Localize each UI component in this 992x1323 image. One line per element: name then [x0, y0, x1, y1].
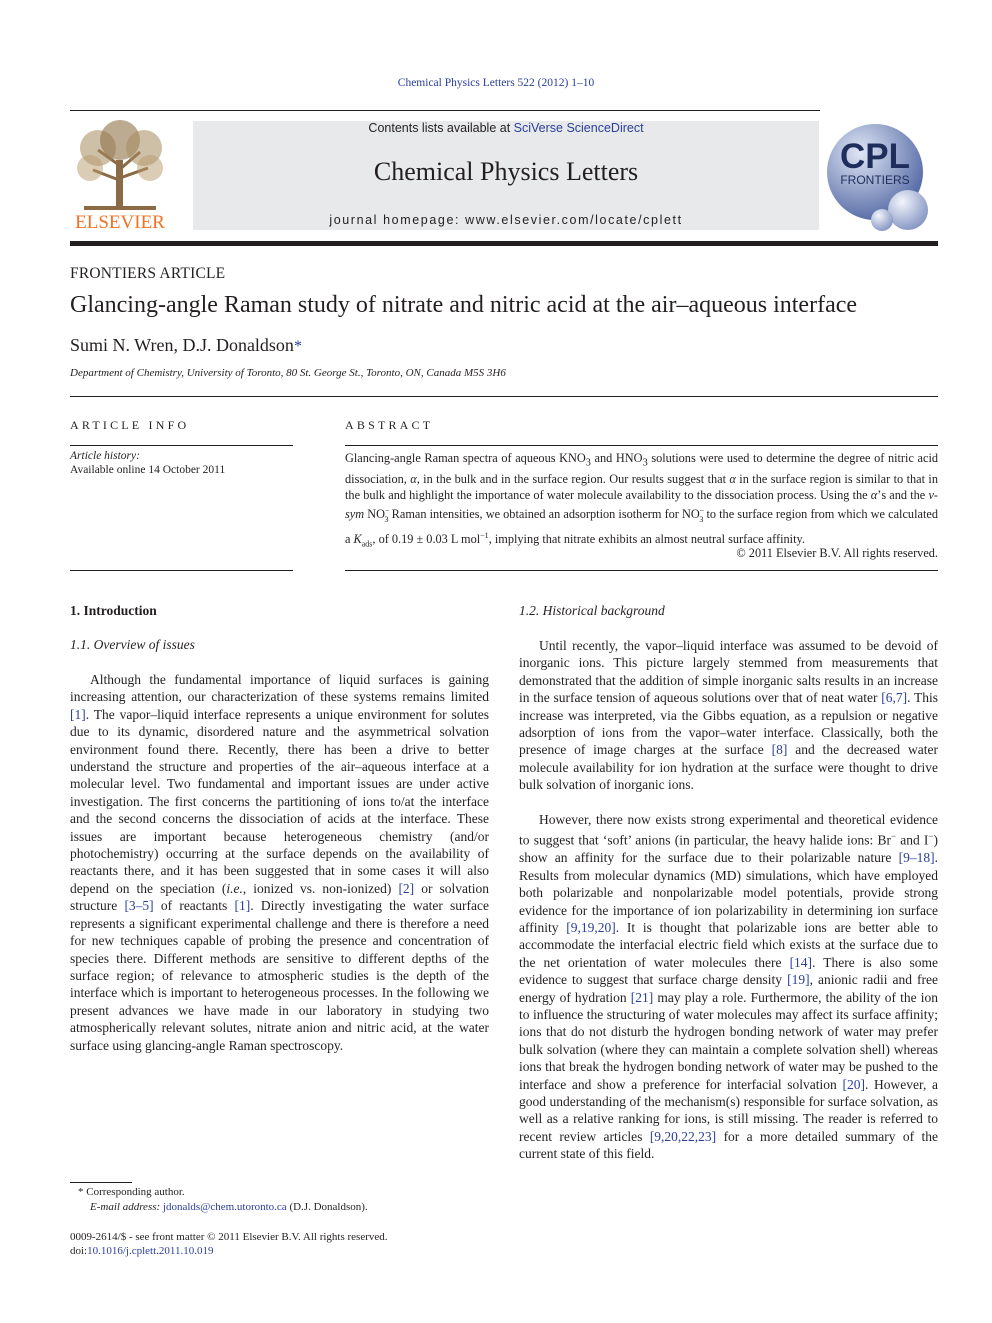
citation-link[interactable]: [9,20,22,23] [649, 1128, 717, 1144]
abstract-rule-top [345, 445, 938, 446]
paragraph-historical-1: Until recently, the vapor–liquid interface was assumed to be devoid of inorganic ions. This picture largely stemmed from measurements that demonstrated that the addition of simple inorganic salts results in an increase in the surface tension of aqueous solutions over that of neat water [6,7]. This increase was interpreted, via the Gibbs equation, as a repulsion or negative adsorption of ions from the vapor–water interface. Classically, both the presence of image charges at the surface [8] and the decreased water molecule availability for ion hydration at the surface were thought to drive bulk solvation of inorganic ions. [519, 638, 938, 793]
citation-link[interactable]: [9,19,20] [566, 919, 616, 935]
elsevier-logo [68, 120, 172, 232]
subsection-heading-overview: 1.1. Overview of issues [70, 637, 195, 652]
footnote-rule [70, 1182, 132, 1183]
article-info-rule-bottom [70, 570, 293, 571]
sciencedirect-link[interactable]: SciVerse ScienceDirect [513, 121, 644, 135]
journal-title: Chemical Physics Letters [373, 157, 639, 186]
citation-link[interactable]: [21] [630, 989, 654, 1005]
cpl-sphere-icon [820, 118, 938, 236]
citation-link[interactable]: [8] [771, 742, 788, 758]
citation-link[interactable]: [1] [234, 898, 251, 914]
citation-link[interactable]: [2] [398, 880, 415, 896]
email-link[interactable]: jdonalds@chem.utoronto.ca [162, 1201, 287, 1213]
article-title: Glancing-angle Raman study of nitrate and nitric acid at the air–aqueous interface [70, 292, 858, 318]
citation-link[interactable]: [9–18] [898, 850, 935, 866]
article-info-rule-top [70, 445, 293, 446]
citation-link[interactable]: [20] [842, 1076, 865, 1092]
section-heading-introduction: 1. Introduction [70, 603, 157, 618]
issn-line: 0009-2614/$ - see front matter © 2011 Elsevier B.V. All rights reserved. [70, 1231, 388, 1243]
citation-link[interactable]: [19] [787, 972, 810, 988]
footnote-email: E-mail address: jdonalds@chem.utoronto.ca (D.J. Donaldson). [90, 1201, 368, 1213]
header-thick-rule [70, 241, 938, 246]
paragraph-historical-2: However, there now exists strong experimental and theoretical evidence to suggest that ‘soft’ anions (in particular, the heavy halide ions: Br− and I−) show an affinity for the surface due to their polarizable nature [9–18]. Results from molecular dynamics (MD) simulations, which have employed both polarizable and nonpolarizable model potentials, provide strong evidence for the importance of ion polarizability in determining ion surface affinity [9,19,20]. It is thought that polarizable ions are better able to accommodate the interfacial electric field which exists at the surface due to the net orientation of water molecules there [14]. There is also some evidence to suggest that surface charge density [19], anionic radii and free energy of hydration [21] may play a role. Furthermore, the ability of the ion to influence the structuring of water molecules may affect its surface affinity; ions that do not disturb the hydrogen bonding network of water may prefer bulk solvation (where they can maintain a complete solvation shell) whereas ions that break the hydrogen bonding network of water may be pushed to the interface and show a preference for interfacial solvation [20]. However, a good understanding of the mechanism(s) responsible for surface solvation, as well as a relative ranking for ions, is still missing. The reader is referred to recent review articles [9,20,22,23] for a more detailed summary of the current state of this field. [519, 812, 939, 1162]
author-list [70, 335, 302, 356]
doi-link[interactable]: 10.1016/j.cplett.2011.10.019 [87, 1245, 214, 1257]
authors: Sumi N. Wren, D.J. Donaldson [70, 335, 294, 355]
citation-link[interactable]: [6,7] [881, 690, 908, 706]
doi-line: doi:10.1016/j.cplett.2011.10.019 [70, 1245, 214, 1257]
contents-line [193, 121, 819, 135]
citation-link[interactable]: [3–5] [124, 898, 154, 914]
elsevier-tree-icon [68, 120, 172, 232]
cpl-wordmark: CPL [840, 137, 910, 176]
paragraph-overview: Although the fundamental importance of liquid surfaces is gaining increasing attention, our characterization of these systems remains limited [1]. The vapor–liquid interface represents a unique environment for solutes due to its dynamic, disordered nature and the asymmetrical solvation environment found there. Recently, there has been a drive to better understand the structure and properties of the air–aqueous interface at a molecular level. Two fundamental and important issues are under active investigation. The first concerns the partitioning of ions to/at the interface and the second concerns the dissociation of acids at the interface. These issues are important because heterogeneous chemistry (and/or photochemistry) occurring at the surface depends on the availability of reactants there, and it has been suggested that in some cases it will also depend on the speciation (i.e., ionized vs. non-ionized) [2] or solvation structure [3–5] of reactants [1]. Directly investigating the water surface represents a significant experimental challenge and there is therefore a need for new techniques capable of probing the presence and concentration of species there. Different methods are sensitive to different depths of the surface region; of relevance to atmospheric studies is the depth of the interface which is important to heterogeneous processes. In the following we present advances we have made in our laboratory in studying two atmospherically relevant solutes, nitrate anion and nitric acid, at the water surface using glancing-angle Raman spectroscopy. [70, 672, 490, 1053]
cpl-frontiers-logo [820, 118, 938, 236]
journal-homepage[interactable]: journal homepage: www.elsevier.com/locate/cplett [329, 213, 683, 227]
frontiers-wordmark: FRONTIERS [840, 173, 910, 187]
elsevier-wordmark: ELSEVIER [75, 212, 165, 232]
abstract-heading: ABSTRACT [345, 418, 434, 432]
article-type: FRONTIERS ARTICLE [70, 265, 226, 282]
subsection-heading-historical: 1.2. Historical background [519, 603, 665, 618]
abstract-copyright: © 2011 Elsevier B.V. All rights reserved. [736, 546, 938, 560]
front-matter-rule [70, 396, 938, 397]
journal-reference[interactable]: Chemical Physics Letters 522 (2012) 1–10 [397, 77, 595, 89]
header-rule [70, 110, 820, 111]
contents-prefix: Contents lists available at [368, 121, 514, 135]
abstract-rule-bottom [345, 570, 938, 571]
affiliation: Department of Chemistry, University of Toronto, 80 St. George St., Toronto, ON, Canada M5S 3H6 [70, 367, 506, 379]
citation-link[interactable]: [1] [70, 706, 86, 722]
footnote-corresponding-author: * Corresponding author. [78, 1186, 185, 1198]
abstract-text: Glancing-angle Raman spectra of aqueous $KNO_3$ and $HNO_3$ solutions were used to determine the degree of nitric acid dissociation, α, in the bulk and in the surface region. Our results suggest that α in the surface region is similar to that in the bulk and highlight the importance of water molecule availability to the dissociation process. Using the α’s and the ν-sym $NO^-_3$ Raman intensities, we obtained an adsorption isotherm for $NO^-_3$ to the surface region from which we calculated a $K_{ads}$, of 0.19 ± 0.03 L mol$^{-1}$, implying that nitrate exhibits an almost neutral surface affinity. [345, 451, 939, 549]
corresponding-author-marker[interactable]: * [293, 338, 302, 355]
article-history-label: Article history: [70, 450, 140, 462]
citation-link[interactable]: [14] [789, 954, 813, 970]
article-history-date: Available online 14 October 2011 [70, 464, 226, 476]
article-info-heading: ARTICLE INFO [70, 418, 190, 432]
